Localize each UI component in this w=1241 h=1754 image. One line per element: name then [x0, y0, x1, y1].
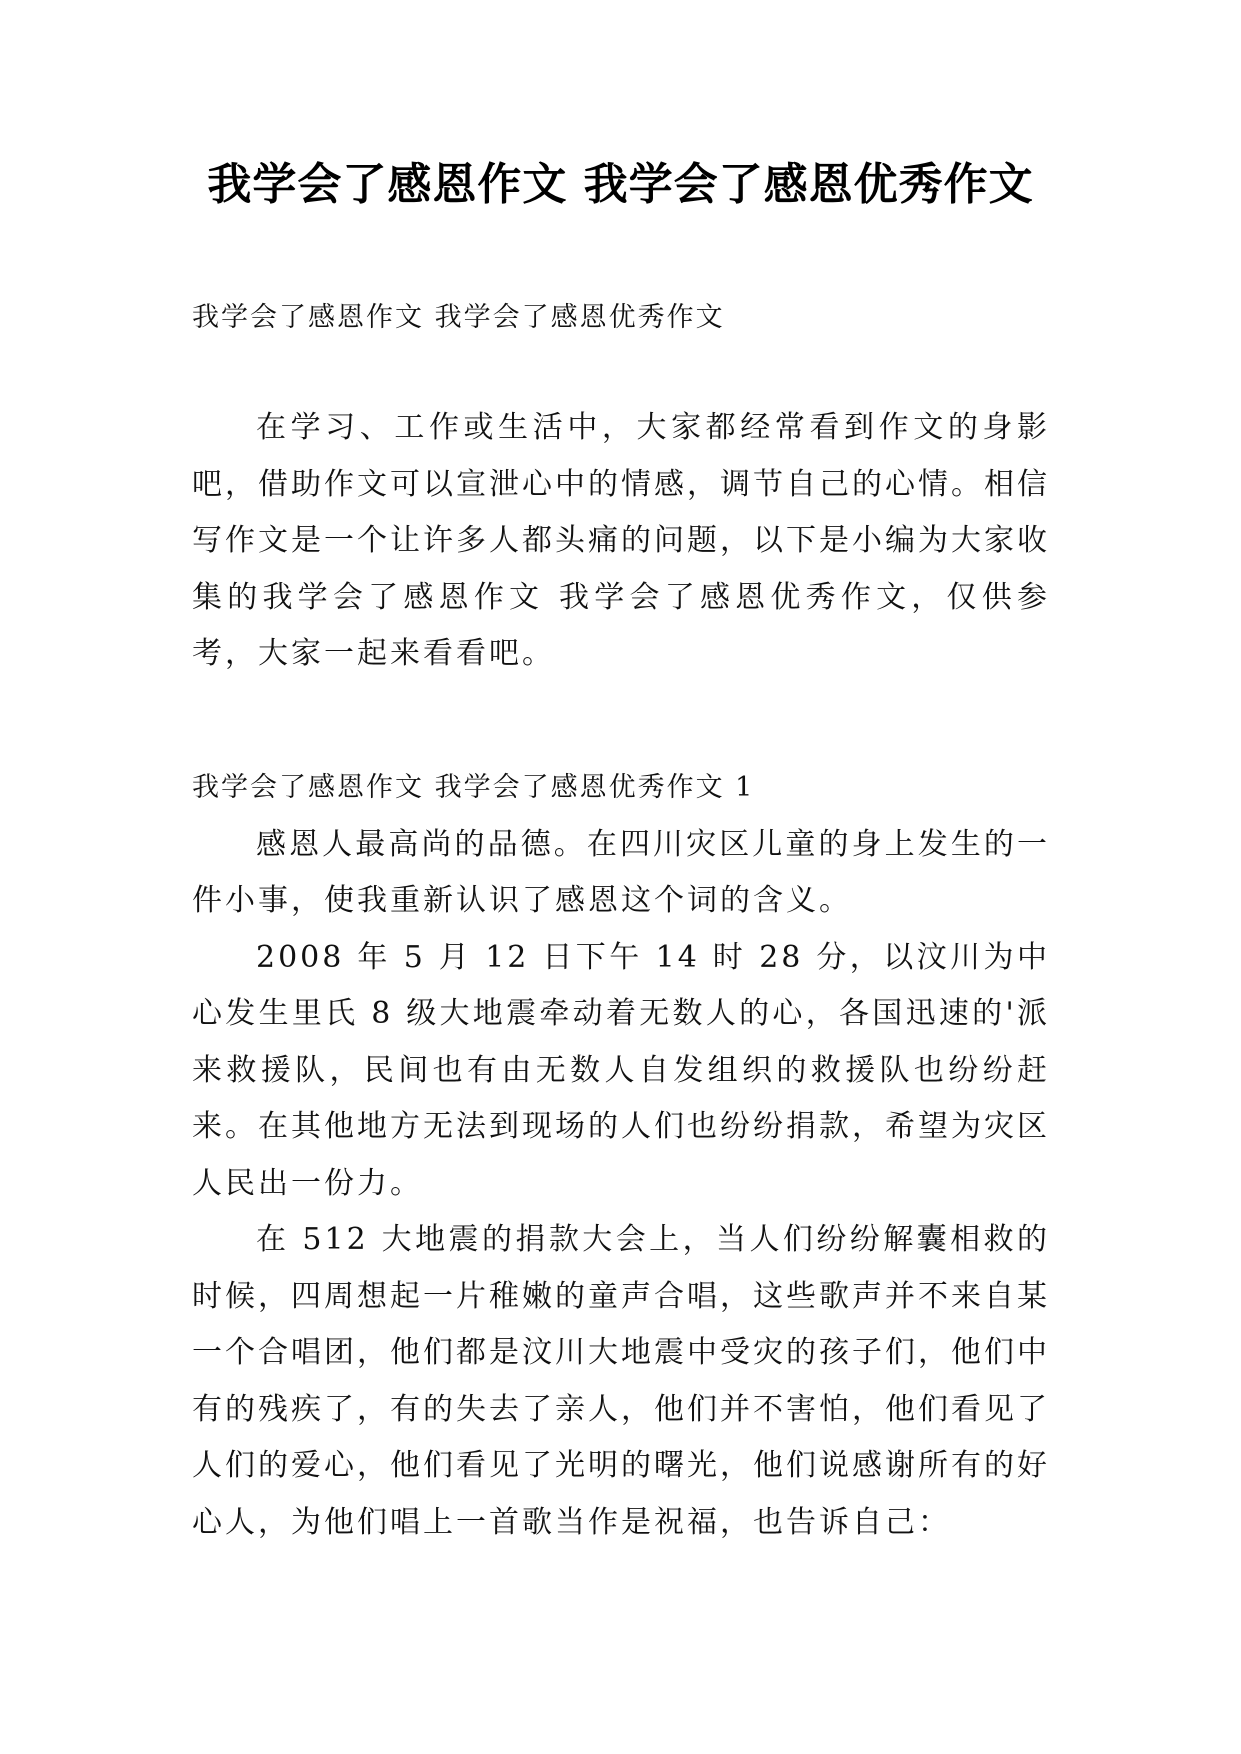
document-subtitle: 我学会了感恩作文 我学会了感恩优秀作文 [192, 302, 725, 333]
essay-section-1 [192, 760, 1050, 1551]
document-title: 我学会了感恩作文 我学会了感恩优秀作文 [207, 159, 1034, 210]
section-heading: 我学会了感恩作文 我学会了感恩优秀作文 1 [192, 772, 755, 803]
essay-paragraph-2: 2008 年 5 月 12 日下午 14 时 28 分，以汶川为中心发生里氏 8 级大地震牵动着无数人的心，各国迅速的'派来救援队，民间也有由无数人自发组织的救援队也纷纷赶来。在其他地方无法到现场的人们也纷纷捐款，希望为灾区人民出一份力。 [192, 939, 1050, 1201]
intro-section [192, 400, 1050, 683]
intro-paragraph: 在学习、工作或生活中，大家都经常看到作文的身影吧，借助作文可以宣泄心中的情感，调节自己的心情。相信写作文是一个让许多人都头痛的问题，以下是小编为大家收集的我学会了感恩作文 我学会了感恩优秀作文，仅供参考，大家一起来看看吧。 [192, 410, 1050, 671]
essay-paragraph-1: 感恩人最高尚的品德。在四川灾区儿童的身上发生的一件小事，使我重新认识了感恩这个词的含义。 [192, 826, 1050, 918]
essay-paragraph-3: 在 512 大地震的捐款大会上，当人们纷纷解囊相救的时候，四周想起一片稚嫩的童声合唱，这些歌声并不来自某一个合唱团，他们都是汶川大地震中受灾的孩子们，他们中有的残疾了，有的失去了亲人，他们并不害怕，他们看见了人们的爱心，他们看见了光明的曙光，他们说感谢所有的好心人，为他们唱上一首歌当作是祝福，也告诉自己： [192, 1222, 1050, 1540]
